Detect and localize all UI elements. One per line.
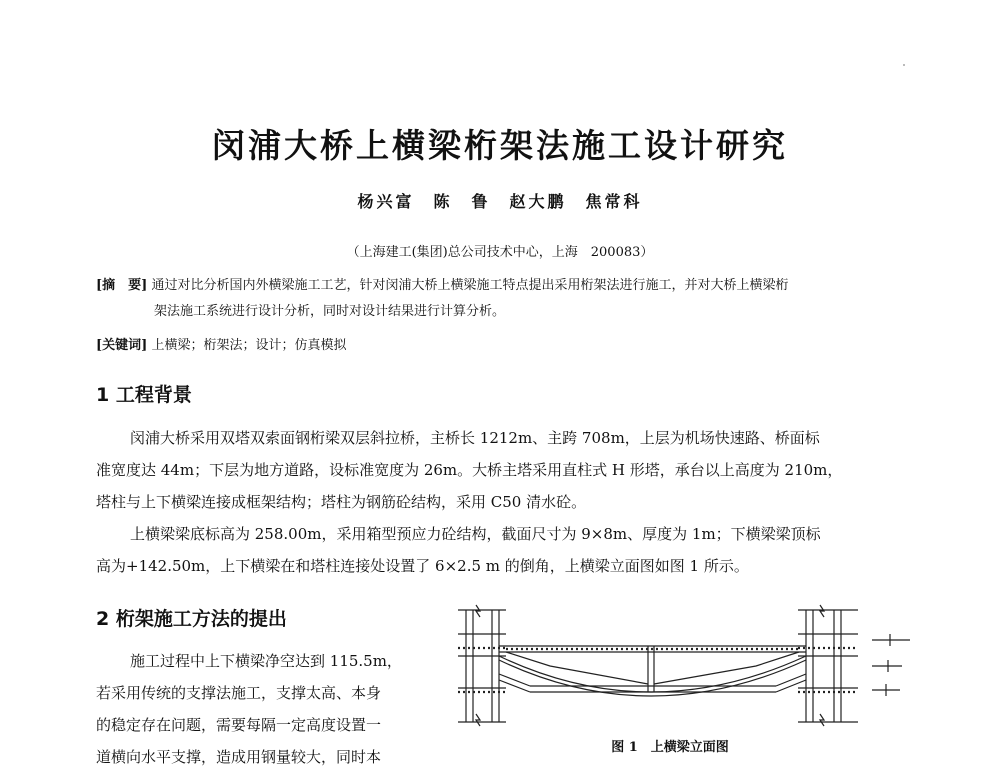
section-1-paragraph-2 xyxy=(96,518,908,582)
section-2-heading: 2 桁架施工方法的提出 xyxy=(96,608,287,630)
text-line: 的稳定存在问题，需要每隔一定高度设置一 xyxy=(96,716,382,734)
section-1-paragraph-1 xyxy=(96,422,908,518)
scan-speck xyxy=(903,64,905,66)
text-line: 若采用传统的支撑法施工，支撑太高、本身 xyxy=(96,684,382,702)
text-line: 准宽度达 44m；下层为地方道路，设标准宽度为 26m。大桥主塔采用直柱式 H 形塔，承台以上高度为 210m， xyxy=(96,461,843,479)
section-1-heading: 1 工程背景 xyxy=(96,384,192,406)
text-line: 施工过程中上下横梁净空达到 115.5m， xyxy=(130,652,402,670)
abstract xyxy=(96,273,926,325)
affiliation: （上海建工(集团)总公司技术中心，上海 200083） xyxy=(346,245,654,260)
paper-title: 闵浦大桥上横梁桁架法施工设计研究 xyxy=(212,126,788,165)
keywords-text: 上横梁；桁架法；设计；仿真模拟 xyxy=(151,338,347,353)
cross-beam-elevation-drawing xyxy=(440,604,920,728)
text-line: 塔柱与上下横梁连接成框架结构；塔柱为钢筋砼结构，采用 C50 清水砼。 xyxy=(96,493,587,511)
author-list: 杨兴富 陈 鲁 赵大鹏 焦常科 xyxy=(357,192,643,211)
keywords xyxy=(96,333,926,359)
abstract-label: [摘 要] xyxy=(96,278,148,293)
figure-caption: 图 1 上横梁立面图 xyxy=(611,740,729,755)
text-line: 高为+142.50m，上下横梁在和塔柱连接处设置了 6×2.5 m 的倒角，上横梁立面图如图 1 所示。 xyxy=(96,557,749,575)
text-line: 上横梁梁底标高为 258.00m，采用箱型预应力砼结构，截面尺寸为 9×8m、厚度为 1m；下横梁梁顶标 xyxy=(130,525,821,543)
text-line: 闵浦大桥采用双塔双索面钢桁梁双层斜拉桥，主桥长 1212m、主跨 708m，上层为机场快速路、桥面标 xyxy=(130,429,820,447)
abstract-line-1: 通过对比分析国内外横梁施工工艺，针对闵浦大桥上横梁施工特点提出采用桁架法进行施工，并对大桥上横梁桁 xyxy=(151,278,789,293)
abstract-line-2: 架法施工系统进行设计分析，同时对设计结果进行计算分析。 xyxy=(154,304,506,319)
section-2-paragraph xyxy=(96,645,436,773)
keywords-label: [关键词] xyxy=(96,338,148,353)
text-line: 道横向水平支撑，造成用钢量较大，同时本 xyxy=(96,748,382,766)
